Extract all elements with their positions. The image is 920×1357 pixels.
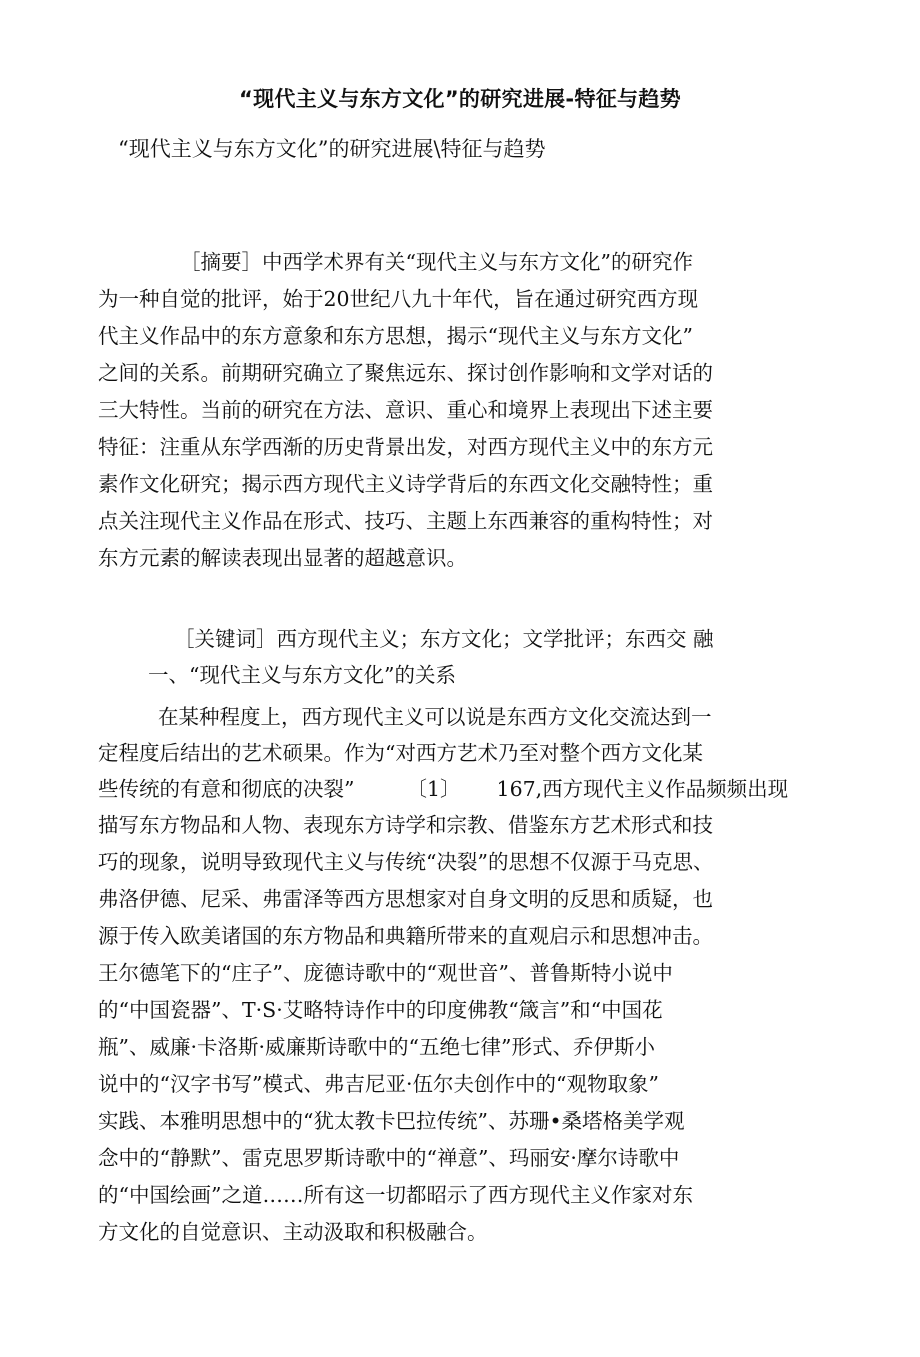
document-title: “现代主义与东方文化”的研究进展-特征与趋势 <box>239 87 681 111</box>
document-subtitle: “现代主义与东方文化”的研究进展\特征与趋势 <box>118 137 546 161</box>
body-line <box>98 774 788 804</box>
body-line: 说中的“汉字书写”模式、弗吉尼亚·伍尔夫创作中的“观物取象” <box>98 1072 659 1096</box>
body-line: 实践、本雅明思想中的“犹太教卡巴拉传统”、苏珊•桑塔格美学观 <box>98 1109 685 1133</box>
body-line: 在某种程度上，西方现代主义可以说是东西方文化交流达到一 <box>158 705 712 729</box>
body-line: 源于传入欧美诸国的东方物品和典籍所带来的直观启示和思想冲击。 <box>98 924 713 948</box>
section-heading: 一、“现代主义与东方文化”的关系 <box>148 663 456 687</box>
abstract-line: 东方元素的解读表现出显著的超越意识。 <box>98 546 467 570</box>
citation-continuation: 167,西方现代主义作品频频出现 <box>496 777 789 801</box>
citation-mark: 〔1〕 <box>406 777 461 801</box>
body-line: 瓶”、威廉·卡洛斯·威廉斯诗歌中的“五绝七律”形式、乔伊斯小 <box>98 1035 655 1059</box>
body-line: 的“中国绘画”之道……所有这一切都昭示了西方现代主义作家对东 <box>98 1183 693 1207</box>
abstract-line: 素作文化研究；揭示西方现代主义诗学背后的东西文化交融特性；重 <box>98 472 713 496</box>
abstract-line: 点关注现代主义作品在形式、技巧、主题上东西兼容的重构特性；对 <box>98 509 713 533</box>
body-line: 念中的“静默”、雷克思罗斯诗歌中的“禅意”、玛丽安·摩尔诗歌中 <box>98 1146 680 1170</box>
keywords-line: ［关键词］西方现代主义；东方文化；文学批评；东西交 融 <box>174 627 714 651</box>
abstract-line: 代主义作品中的东方意象和东方思想，揭示“现代主义与东方文化” <box>98 324 693 348</box>
body-line: 弗洛伊德、尼采、弗雷泽等西方思想家对自身文明的反思和质疑，也 <box>98 887 713 911</box>
body-line: 巧的现象，说明导致现代主义与传统“决裂”的思想不仅源于马克思、 <box>98 850 714 874</box>
body-line-text: 些传统的有意和彻底的决裂” <box>98 777 355 801</box>
body-line: 方文化的自觉意识、主动汲取和积极融合。 <box>98 1220 488 1244</box>
body-line: 描写东方物品和人物、表现东方诗学和宗教、借鉴东方艺术形式和技 <box>98 813 713 837</box>
body-line: 定程度后结出的艺术硕果。作为“对西方艺术乃至对整个西方文化某 <box>98 741 703 765</box>
abstract-line: 特征：注重从东学西渐的历史背景出发，对西方现代主义中的东方元 <box>98 435 713 459</box>
abstract-line: 为一种自觉的批评，始于20世纪八九十年代，旨在通过研究西方现 <box>98 287 699 311</box>
abstract-line: ［摘要］中西学术界有关“现代主义与东方文化”的研究作 <box>180 250 693 274</box>
body-line: 的“中国瓷器”、T·S·艾略特诗作中的印度佛教“箴言”和“中国花 <box>98 998 663 1022</box>
body-line: 王尔德笔下的“庄子”、庞德诗歌中的“观世音”、普鲁斯特小说中 <box>98 961 673 985</box>
abstract-line: 之间的关系。前期研究确立了聚焦远东、探讨创作影响和文学对话的 <box>98 361 713 385</box>
abstract-line: 三大特性。当前的研究在方法、意识、重心和境界上表现出下述主要 <box>98 398 713 422</box>
